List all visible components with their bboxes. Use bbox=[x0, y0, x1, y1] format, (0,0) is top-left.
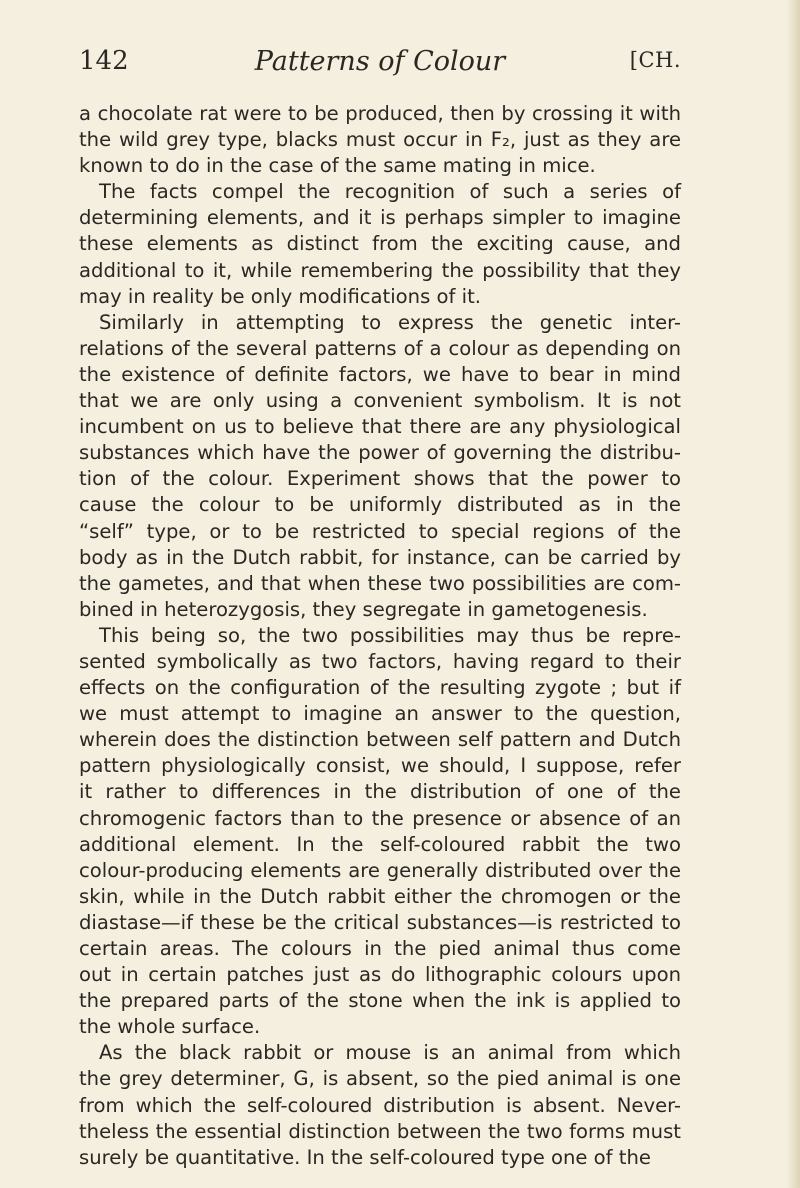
text-line: cause the colour to be uniformly distributed as in the bbox=[79, 493, 681, 517]
text-line: from which the self-coloured distribution is absent. Never- bbox=[79, 1093, 681, 1117]
text-line: the existence of definite factors, we have to bear in mind bbox=[79, 362, 681, 386]
text-line: the grey determiner, G, is absent, so the pied animal is one bbox=[79, 1067, 681, 1091]
text-line: chromogenic factors than to the presence or absence of an bbox=[79, 806, 681, 830]
text-line: the wild grey type, blacks must occur in F₂, just as they are bbox=[79, 128, 681, 152]
text-line: certain areas. The colours in the pied animal thus come bbox=[79, 937, 681, 960]
text-line: bined in heterozygosis, they segregate in gametogenesis. bbox=[79, 597, 648, 621]
text-line: skin, while in the Dutch rabbit either the chromogen or the bbox=[79, 884, 681, 908]
text-line: diastase—if these be the critical substances—is restricted to bbox=[79, 910, 681, 934]
text-line: additional element. In the self-coloured rabbit the two bbox=[79, 832, 681, 856]
text-line: theless the essential distinction between the two forms must bbox=[79, 1119, 681, 1143]
text-line: substances which have the power of governing the distribu- bbox=[79, 441, 681, 465]
page-number: 142 bbox=[79, 46, 129, 76]
text-line: This being so, the two possibilities may thus be repre- bbox=[99, 623, 681, 647]
text-line: relations of the several patterns of a colour as depending on bbox=[79, 336, 681, 360]
text-line: the whole surface. bbox=[79, 1015, 261, 1039]
text-line: the prepared parts of the stone when the ink is applied to bbox=[79, 989, 681, 1013]
text-line: these elements as distinct from the exciting cause, and bbox=[79, 232, 681, 256]
text-line: out in certain patches just as do lithographic colours upon bbox=[79, 963, 681, 987]
text-line: The facts compel the recognition of such a series of bbox=[99, 180, 681, 204]
text-line: As the black rabbit or mouse is an animal from which bbox=[99, 1041, 681, 1065]
page-edge-shadow bbox=[786, 0, 800, 1188]
text-line: additional to it, while remembering the possibility that they bbox=[79, 258, 681, 282]
text-line: determining elements, and it is perhaps simpler to imagine bbox=[79, 206, 681, 230]
text-line: colour-producing elements are generally distributed over the bbox=[79, 858, 681, 882]
text-line: tion of the colour. Experiment shows that the power to bbox=[79, 467, 681, 491]
text-line: known to do in the case of the same mating in mice. bbox=[79, 154, 596, 178]
body-text bbox=[79, 101, 681, 1171]
text-line: incumbent on us to believe that there are any physiological bbox=[79, 415, 681, 439]
text-line: a chocolate rat were to be produced, then by crossing it with bbox=[79, 102, 681, 125]
text-line: body as in the Dutch rabbit, for instance, can be carried by bbox=[79, 545, 681, 569]
text-line: we must attempt to imagine an answer to the question, bbox=[79, 702, 681, 726]
text-line: it rather to differences in the distribution of one of the bbox=[79, 780, 681, 804]
text-line: wherein does the distinction between self pattern and Dutch bbox=[79, 728, 681, 752]
text-line: effects on the configuration of the resulting zygote ; but if bbox=[79, 676, 681, 700]
text-line: sented symbolically as two factors, having regard to their bbox=[79, 649, 681, 673]
text-line: may in reality be only modifications of it. bbox=[79, 284, 481, 308]
running-head bbox=[79, 46, 681, 82]
chapter-marker: [CH. bbox=[629, 48, 681, 72]
running-title: Patterns of Colour bbox=[254, 46, 506, 77]
text-line: the gametes, and that when these two possibilities are com- bbox=[79, 571, 681, 595]
text-line: “self” type, or to be restricted to special regions of the bbox=[79, 519, 681, 543]
text-line: surely be quantitative. In the self-coloured type one of the bbox=[79, 1145, 651, 1169]
text-line: Similarly in attempting to express the genetic inter- bbox=[99, 310, 681, 334]
text-line: pattern physiologically consist, we should, I suppose, refer bbox=[79, 754, 681, 778]
text-line: that we are only using a convenient symbolism. It is not bbox=[79, 389, 681, 413]
